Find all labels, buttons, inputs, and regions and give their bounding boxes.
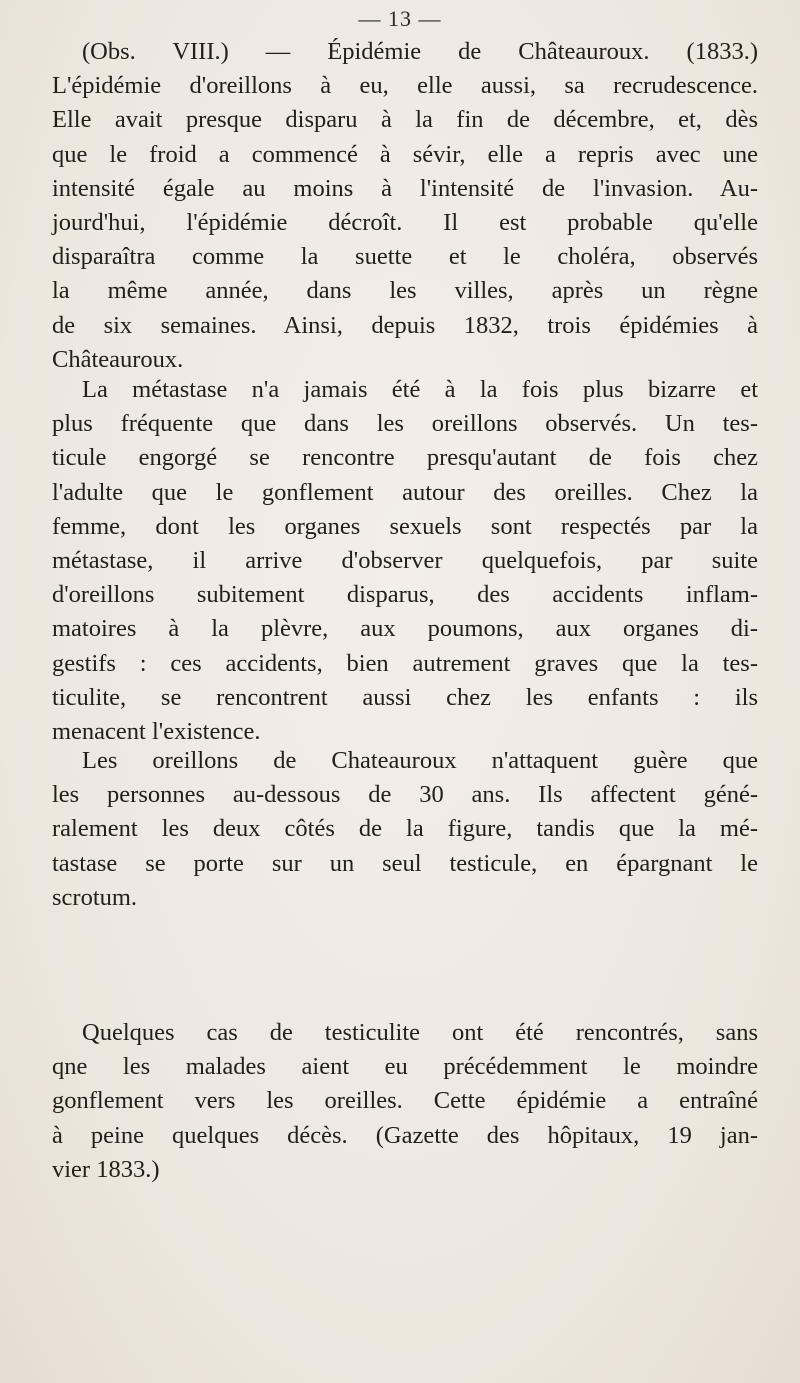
text-line: que le froid a commencé à sévir, elle a repris avec une (52, 140, 758, 168)
text-line: métastase, il arrive d'observer quelquefois, par suite (52, 547, 758, 575)
text-line: les personnes au-dessous de 30 ans. Ils affectent géné- (52, 781, 758, 809)
text-line: à peine quelques décès. (Gazette des hôpitaux, 19 jan- (52, 1121, 758, 1149)
text-line: ticule engorgé se rencontre presqu'autant de fois chez (52, 444, 758, 472)
text-line: scrotum. (52, 883, 138, 911)
text-line: Les oreillons de Chateauroux n'attaquent guère que (82, 747, 758, 774)
text-line: l'adulte que le gonflement autour des oreilles. Chez la (52, 478, 758, 506)
text-line: gonflement vers les oreilles. Cette épidémie a entraîné (52, 1087, 758, 1115)
paragraph-oreillons-chateauroux (52, 744, 758, 915)
text-line: Châteauroux. (52, 345, 184, 373)
text-line: disparaîtra comme la suette et le choléra, observés (52, 243, 758, 271)
text-line: La métastase n'a jamais été à la fois plus bizarre et (82, 376, 758, 403)
paragraph-metastase (52, 373, 758, 749)
text-line: qne les malades aient eu précédemment le moindre (52, 1053, 758, 1081)
text-line: (Obs. VIII.) — Épidémie de Châteauroux. (1833.) (82, 38, 758, 65)
text-line: Quelques cas de testiculite ont été rencontrés, sans (82, 1019, 758, 1046)
paragraph-observation-viii (52, 35, 758, 377)
text-line: menacent l'existence. (52, 718, 261, 746)
text-line: ticulite, se rencontrent aussi chez les enfants : ils (52, 683, 758, 711)
text-line: gestifs : ces accidents, bien autrement graves que la tes- (52, 649, 758, 677)
text-line: femme, dont les organes sexuels sont respectés par la (52, 512, 758, 540)
text-line: Elle avait presque disparu à la fin de décembre, et, dès (52, 106, 758, 134)
text-line: matoires à la plèvre, aux poumons, aux organes di- (52, 615, 758, 643)
text-line: de six semaines. Ainsi, depuis 1832, trois épidémies à (52, 311, 758, 339)
text-line: la même année, dans les villes, après un règne (52, 277, 758, 305)
text-line: intensité égale au moins à l'intensité de l'invasion. Au- (52, 174, 758, 202)
text-line: L'épidémie d'oreillons à eu, elle aussi, sa recrudescence. (52, 72, 758, 100)
page-number: — 13 — (358, 6, 442, 31)
paragraph-testiculite (52, 1016, 758, 1187)
text-line: tastase se porte sur un seul testicule, en épargnant le (52, 849, 758, 877)
text-line: jourd'hui, l'épidémie décroît. Il est probable qu'elle (52, 209, 758, 237)
text-line: ralement les deux côtés de la figure, tandis que la mé- (52, 815, 758, 843)
text-line: d'oreillons subitement disparus, des accidents inflam- (52, 581, 758, 609)
text-line: plus fréquente que dans les oreillons observés. Un tes- (52, 410, 758, 438)
text-line: vier 1833.) (52, 1155, 160, 1183)
